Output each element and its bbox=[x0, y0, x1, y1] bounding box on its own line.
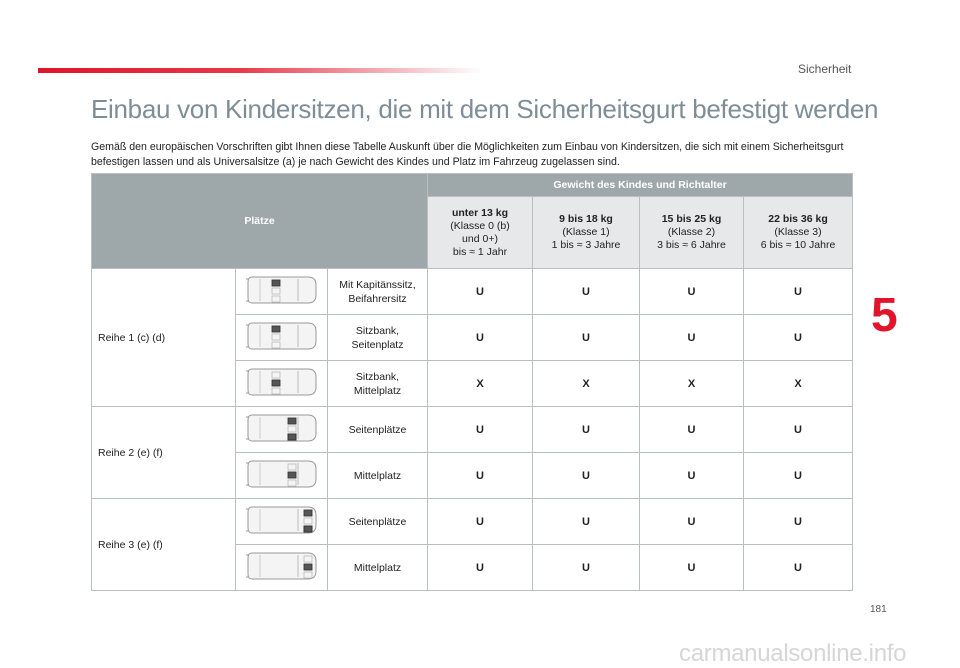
class-detail: (Klasse 1) bbox=[562, 226, 610, 238]
approval-value: U bbox=[640, 545, 744, 591]
seat-position-label bbox=[328, 407, 428, 453]
car-seat-icon bbox=[246, 365, 318, 399]
header-accent-bar bbox=[38, 68, 483, 73]
weight-header: Gewicht des Kindes und Richtalter bbox=[428, 174, 853, 197]
class-header-4 bbox=[744, 197, 853, 269]
car-seat-icon bbox=[246, 273, 318, 307]
class-weight: 22 bis 36 kg bbox=[768, 213, 828, 225]
approval-value: U bbox=[428, 407, 533, 453]
table-row bbox=[92, 499, 853, 545]
approval-value: U bbox=[744, 499, 853, 545]
approval-value: U bbox=[744, 545, 853, 591]
car-seat-diagram bbox=[236, 407, 328, 453]
approval-value: U bbox=[533, 499, 640, 545]
approval-value: U bbox=[744, 407, 853, 453]
approval-value: U bbox=[533, 545, 640, 591]
approval-value: U bbox=[640, 407, 744, 453]
row-group-label: Reihe 2 (e) (f) bbox=[92, 407, 236, 499]
seat-position-line: Mittelplatz bbox=[353, 384, 402, 397]
page-title: Einbau von Kindersitzen, die mit dem Sicherheitsgurt befestigt werden bbox=[91, 94, 879, 124]
approval-value: U bbox=[640, 499, 744, 545]
car-seat-icon bbox=[246, 549, 318, 583]
child-seat-table bbox=[91, 173, 853, 591]
car-seat-icon bbox=[246, 457, 318, 491]
seat-position-label bbox=[328, 545, 428, 591]
class-header-1 bbox=[428, 197, 533, 269]
approval-value: U bbox=[744, 315, 853, 361]
seat-position-label bbox=[328, 269, 428, 315]
class-weight: unter 13 kg bbox=[451, 206, 509, 219]
intro-paragraph: Gemäß den europäischen Vorschriften gibt Ihnen diese Tabelle Auskunft über die Möglichkeiten zum Einbau von Kindersitzen, die sich mit einem Sicherheitsgurt befestigen lassen und als Universalsitze (a) je nach Gewicht des Kindes und Platz im Fahrzeug zugelassen sind. bbox=[91, 141, 844, 168]
approval-value: U bbox=[428, 269, 533, 315]
seat-position-line: Seitenplätze bbox=[348, 515, 407, 528]
seat-position-line: Beifahrersitz bbox=[348, 292, 407, 305]
approval-value: U bbox=[533, 269, 640, 315]
class-header-3 bbox=[640, 197, 744, 269]
approval-value: U bbox=[640, 315, 744, 361]
approval-value: X bbox=[533, 361, 640, 407]
class-weight: 15 bis 25 kg bbox=[661, 213, 722, 225]
car-seat-diagram bbox=[236, 269, 328, 315]
seat-position-line: Mittelplatz bbox=[353, 469, 402, 482]
seat-position-line: Seitenplatz bbox=[351, 338, 404, 351]
approval-value: U bbox=[640, 269, 744, 315]
approval-value: U bbox=[744, 453, 853, 499]
approval-value: U bbox=[533, 315, 640, 361]
approval-value: U bbox=[744, 269, 853, 315]
page-number: 181 bbox=[870, 604, 887, 615]
approval-value: U bbox=[640, 453, 744, 499]
approval-value: U bbox=[428, 545, 533, 591]
table-row bbox=[92, 269, 853, 315]
class-detail: 6 bis ≈ 10 Jahre bbox=[760, 239, 836, 251]
chapter-number: 5 bbox=[871, 289, 898, 342]
car-seat-diagram bbox=[236, 545, 328, 591]
seat-position-label bbox=[328, 453, 428, 499]
approval-value: U bbox=[533, 407, 640, 453]
seat-position-line: Seitenplätze bbox=[348, 423, 407, 436]
class-detail: bis ≈ 1 Jahr bbox=[452, 245, 508, 258]
class-detail: und 0+) bbox=[462, 232, 498, 245]
class-detail: (Klasse 3) bbox=[774, 226, 822, 238]
approval-value: X bbox=[428, 361, 533, 407]
approval-value: X bbox=[744, 361, 853, 407]
approval-value: X bbox=[640, 361, 744, 407]
approval-value: U bbox=[533, 453, 640, 499]
places-header: Plätze bbox=[92, 174, 428, 269]
row-group-label: Reihe 1 (c) (d) bbox=[92, 269, 236, 407]
seat-position-label bbox=[328, 499, 428, 545]
footer-watermark: carmanualsonline.info bbox=[679, 640, 907, 667]
class-header-2 bbox=[533, 197, 640, 269]
car-seat-icon bbox=[246, 503, 318, 537]
approval-value: U bbox=[428, 453, 533, 499]
class-detail: (Klasse 2) bbox=[667, 226, 716, 238]
row-group-label: Reihe 3 (e) (f) bbox=[92, 499, 236, 591]
section-title: Sicherheit bbox=[798, 62, 852, 76]
seat-position-label bbox=[328, 315, 428, 361]
approval-value: U bbox=[428, 499, 533, 545]
car-seat-diagram bbox=[236, 315, 328, 361]
car-seat-icon bbox=[246, 411, 318, 445]
seat-position-line: Mit Kapitänssitz, bbox=[339, 278, 416, 291]
car-seat-icon bbox=[246, 319, 318, 353]
table-row bbox=[92, 407, 853, 453]
car-seat-diagram bbox=[236, 499, 328, 545]
class-detail: 3 bis ≈ 6 Jahre bbox=[657, 239, 726, 251]
seat-position-label bbox=[328, 361, 428, 407]
class-detail: 1 bis ≈ 3 Jahre bbox=[551, 239, 621, 251]
approval-value: U bbox=[428, 315, 533, 361]
seat-position-line: Sitzbank, bbox=[355, 324, 400, 337]
class-detail: (Klasse 0 (b) bbox=[450, 219, 510, 232]
class-weight: 9 bis 18 kg bbox=[559, 213, 613, 225]
car-seat-diagram bbox=[236, 361, 328, 407]
seat-position-line: Sitzbank, bbox=[355, 370, 400, 383]
seat-position-line: Mittelplatz bbox=[353, 561, 402, 574]
car-seat-diagram bbox=[236, 453, 328, 499]
